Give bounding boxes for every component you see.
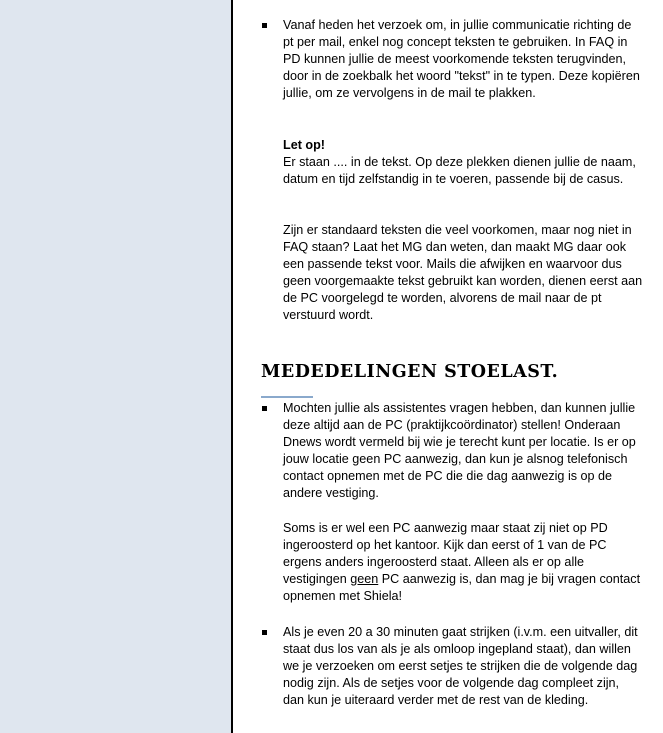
- questions-paragraph: Mochten jullie als assistentes vragen hebben, dan kunnen jullie deze altijd aan de PC (praktijkcoördinator) stellen! Onderaan Dnews wordt vermeld bij wie je terecht kunt per locatie. Is er op jouw locatie geen PC aanwezig, dan kun je alsnog telefonisch contact opnemen met de PC die die dag aanwezig is op de andere vestiging.: [283, 401, 636, 500]
- heading-underline: [261, 396, 313, 398]
- underlined-word: geen: [350, 572, 379, 586]
- concept-texts-paragraph: Vanaf heden het verzoek om, in jullie communicatie richting de pt per mail, enkel nog concept teksten te gebruiken. In FAQ in PD kunnen jullie de meest voorkomende teksten terugvinden, door in de zoekbalk het woord "tekst" in te typen. Deze kopiëren jullie, om ze vervolgens in de mail te plakken.: [283, 18, 640, 100]
- standard-texts-paragraph: Zijn er standaard teksten die veel voorkomen, maar nog niet in FAQ staan? Laat het MG dan weten, dan maakt MG daar ook een passende tekst voor. Mails die afwijken en waarvoor dus geen voorgemaakte tekst gebruikt kan worden, dienen eerst aan de PC voorgelegd te worden, alvorens de mail naar de pt verstuurd wordt.: [283, 223, 643, 322]
- pc-schedule-text-start: Soms is er wel een PC aanwezig maar staat zij niet op PD ingeroosterd op het kantoor. Kijk dan eerst of 1 van de PC ergens anders ingeroosterd staat. Alleen als er op alle vestigingen: [283, 521, 608, 586]
- pc-schedule-text-end: PC aanwezig is, dan mag je bij vragen contact opnemen met Shiela!: [283, 572, 641, 603]
- ironing-paragraph: Als je even 20 a 30 minuten gaat strijken (i.v.m. een uitvaller, dit staat dus los van als je als omloop ingepland staat), dan willen we je verzoeken om eerst setjes te strijken die de volgende dag nodig zijn. Als de setjes voor de volgende dag compleet zijn, dan kun je uiteraard verder met de rest van de kleding.: [283, 625, 638, 707]
- note-text: Er staan .... in de tekst. Op deze plekken dienen jullie de naam, datum en tijd zelfstandig in te voeren, passende bij de casus.: [283, 155, 636, 186]
- pc-schedule-paragraph: [283, 520, 643, 605]
- bullet-icon: [262, 406, 267, 411]
- section-heading: MEDEDELINGEN STOELAST.: [261, 362, 559, 382]
- document-content: [233, 0, 663, 733]
- left-sidebar-panel: [0, 0, 231, 733]
- bullet-icon: [262, 23, 267, 28]
- bullet-icon: [262, 630, 267, 635]
- note-title: Let op!: [283, 138, 325, 152]
